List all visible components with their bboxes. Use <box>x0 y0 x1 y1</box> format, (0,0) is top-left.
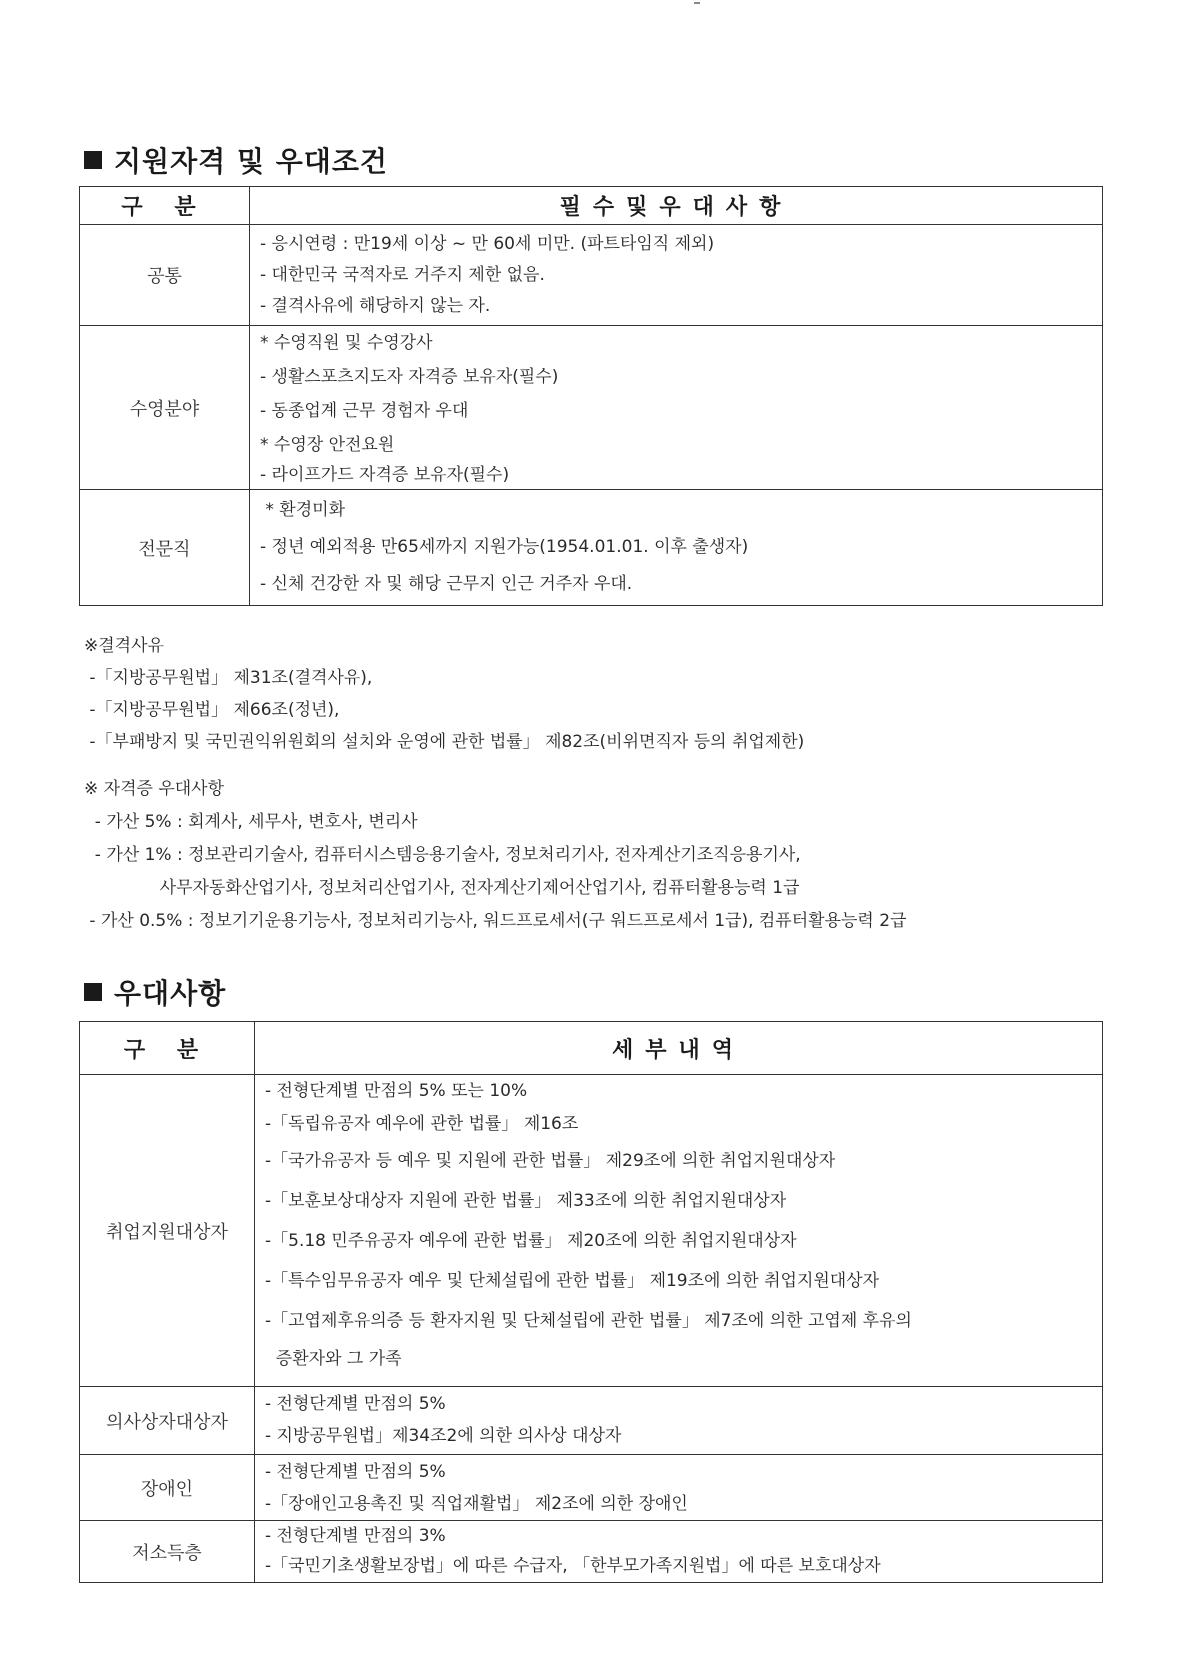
list-item: - 전형단계별 만점의 5% 또는 10% <box>265 1081 528 1101</box>
preference-table-header <box>80 1022 1103 1075</box>
list-item: - 지방공무원법」제34조2에 의한 의사상 대상자 <box>265 1426 622 1446</box>
list-item: -「국가유공자 등 예우 및 지원에 관한 법률」 제29조에 의한 취업지원대상자 <box>265 1151 836 1171</box>
square-bullet-icon <box>84 983 102 1001</box>
list-item: * 수영장 안전요원 <box>260 435 395 455</box>
row-items <box>255 1387 1103 1455</box>
list-item: - 전형단계별 만점의 5% <box>265 1394 446 1414</box>
header-detail: 세부내역 <box>255 1022 1103 1075</box>
list-item: * 환경미화 <box>260 500 345 520</box>
note-title: ※ 자격증 우대사항 <box>84 779 225 799</box>
note-line: 사무자동화산업기사, 정보처리산업기사, 전자계산기제어산업기사, 컴퓨터활용능력 1급 <box>84 878 800 898</box>
preference-table <box>79 1021 1103 1583</box>
list-item: -「특수임무유공자 예우 및 단체설립에 관한 법률」 제19조에 의한 취업지원대상자 <box>265 1271 880 1291</box>
note-line: -「지방공무원법」 제66조(정년), <box>84 700 340 720</box>
list-item: - 라이프가드 자격증 보유자(필수) <box>260 465 510 485</box>
list-item: - 응시연령 : 만19세 이상 ~ 만 60세 미만. (파트타임직 제외) <box>260 234 715 254</box>
row-items <box>255 1075 1103 1387</box>
section2-title <box>84 972 226 1012</box>
note-line: - 가산 0.5% : 정보기기운용기능사, 정보처리기능사, 워드프로세서(구 워드프로세서 1급), 컴퓨터활용능력 2급 <box>84 911 907 931</box>
row-category: 수영분야 <box>80 326 250 490</box>
section1-title <box>84 140 388 180</box>
list-item: -「장애인고용촉진 및 직업재활법」 제2조에 의한 장애인 <box>265 1494 688 1514</box>
certificate-notes <box>84 773 906 938</box>
scan-mark <box>694 2 700 4</box>
table-row <box>80 326 1103 490</box>
table-row <box>80 225 1103 326</box>
note-line: -「지방공무원법」 제31조(결격사유), <box>84 668 373 688</box>
list-item: -「보훈보상대상자 지원에 관한 법률」 제33조에 의한 취업지원대상자 <box>265 1191 787 1211</box>
row-category: 의사상자대상자 <box>80 1387 255 1455</box>
list-item: - 동종업계 근무 경험자 우대 <box>260 401 469 421</box>
list-item: -「독립유공자 예우에 관한 법률」 제16조 <box>265 1114 579 1134</box>
disqualification-notes <box>84 630 804 758</box>
list-item: - 대한민국 국적자로 거주지 제한 없음. <box>260 265 545 285</box>
row-items <box>255 1521 1103 1583</box>
row-category: 전문직 <box>80 490 250 606</box>
row-category: 취업지원대상자 <box>80 1075 255 1387</box>
header-category: 구 분 <box>80 187 250 225</box>
row-items <box>255 1455 1103 1521</box>
list-item: - 결격사유에 해당하지 않는 자. <box>260 296 491 316</box>
table-row <box>80 1521 1103 1583</box>
row-items <box>250 326 1103 490</box>
row-category: 저소득층 <box>80 1521 255 1583</box>
note-line: - 가산 1% : 정보관리기술사, 컴퓨터시스템응용기술사, 정보처리기사, 전자계산기조직응용기사, <box>84 845 801 865</box>
row-category: 공통 <box>80 225 250 326</box>
section1-title-text: 지원자격 및 우대조건 <box>114 145 388 178</box>
header-detail: 필수및우대사항 <box>250 187 1103 225</box>
row-items <box>250 490 1103 606</box>
row-category: 장애인 <box>80 1455 255 1521</box>
header-category: 구 분 <box>80 1022 255 1075</box>
section2-title-text: 우대사항 <box>114 977 227 1010</box>
table-row <box>80 1387 1103 1455</box>
row-items <box>250 225 1103 326</box>
qualification-table <box>79 186 1103 606</box>
list-item: 증환자와 그 가족 <box>265 1349 402 1369</box>
list-item: - 생활스포츠지도자 자격증 보유자(필수) <box>260 367 559 387</box>
table-row <box>80 1075 1103 1387</box>
square-bullet-icon <box>84 151 102 169</box>
list-item: * 수영직원 및 수영강사 <box>260 333 433 353</box>
list-item: -「고엽제후유의증 등 환자지원 및 단체설립에 관한 법률」 제7조에 의한 고엽제 후유의 <box>265 1311 912 1331</box>
note-title: ※결격사유 <box>84 636 164 656</box>
table-row <box>80 1455 1103 1521</box>
note-line: -「부패방지 및 국민권익위원회의 설치와 운영에 관한 법률」 제82조(비위면직자 등의 취업제한) <box>84 732 805 752</box>
note-line: - 가산 5% : 회계사, 세무사, 변호사, 변리사 <box>84 812 418 832</box>
list-item: - 정년 예외적용 만65세까지 지원가능(1954.01.01. 이후 출생자) <box>260 537 749 557</box>
list-item: -「5.18 민주유공자 예우에 관한 법률」 제20조에 의한 취업지원대상자 <box>265 1231 797 1251</box>
qualification-table-header <box>80 187 1103 225</box>
list-item: - 전형단계별 만점의 3% <box>265 1526 446 1546</box>
list-item: - 신체 건강한 자 및 해당 근무지 인근 거주자 우대. <box>260 574 633 594</box>
list-item: - 전형단계별 만점의 5% <box>265 1462 446 1482</box>
list-item: -「국민기초생활보장법」에 따른 수급자, 「한부모가족지원법」에 따른 보호대상자 <box>265 1556 881 1576</box>
table-row <box>80 490 1103 606</box>
